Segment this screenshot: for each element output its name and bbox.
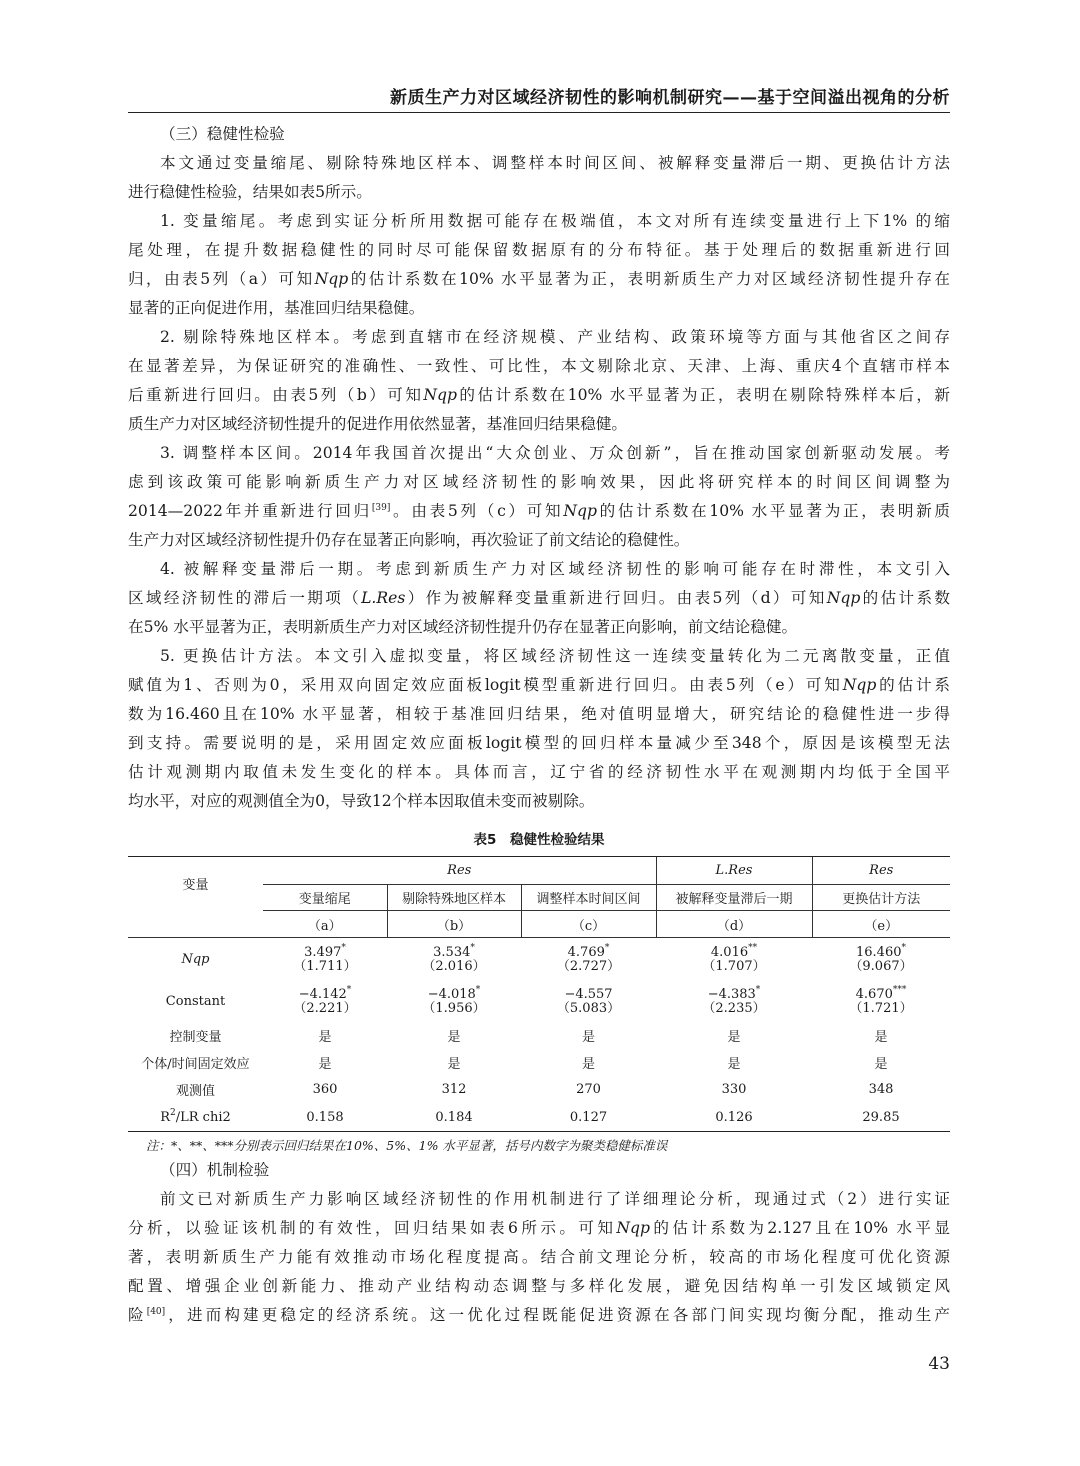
paragraph-line: 数为16.460且在10% 水平显著，相较于基准回归结果，绝对值明显增大，研究结论的稳健性进一步得 [128, 705, 950, 723]
table-cell: 3.497* （1.711） [293, 942, 357, 974]
method-label: 被解释变量滞后一期 [656, 885, 812, 911]
paragraph-line: 估计观测期内取值未发生变化的样本。具体而言，辽宁省的经济韧性水平在观测期内均低于全国平 [128, 763, 950, 781]
paragraph-line: 到支持。需要说明的是，采用固定效应面板logit模型的回归样本量减少至348个，原因是该模型无法 [128, 734, 950, 752]
row-label: 个体/时间固定效应 [141, 1056, 250, 1072]
table-cell: 330 [721, 1082, 747, 1097]
section-robustness [128, 119, 950, 816]
col-id: （e） [812, 911, 950, 938]
col-id: （b） [387, 911, 521, 938]
group-header-res-e: Res [812, 857, 950, 885]
paragraph-line: 1. 变量缩尾。考虑到实证分析所用数据可能存在极端值，本文对所有连续变量进行上下1% 的缩 [160, 212, 950, 230]
table-cell: 270 [576, 1082, 601, 1097]
table-cell: −4.557 （5.083） [556, 986, 621, 1016]
table-cell: 是 [581, 1029, 595, 1045]
table-cell: 是 [447, 1056, 461, 1072]
paragraph-line: 虑到该政策可能影响新质生产力对区域经济韧性的影响效果，因此将研究样本的时间区间调整为 [128, 473, 950, 491]
method-label: 更换估计方法 [812, 885, 950, 911]
paragraph-line: 2014—2022年并重新进行回归[39]。由表5列（c）可知Nqp的估计系数在10% 水平显著为正，表明新质 [128, 502, 950, 520]
paragraph-line: 生产力对区域经济韧性提升仍存在显著正向影响，再次验证了前文结论的稳健性。 [128, 531, 690, 549]
robustness-table [128, 856, 950, 1132]
col-id: （d） [656, 911, 812, 938]
table-caption: 表5 稳健性检验结果 [473, 832, 605, 848]
table-note: 注：*、**、***分别表示回归结果在10%、5%、1% 水平显著，括号内数字为聚类稳健标准误 [146, 1138, 668, 1153]
table-cell: 是 [318, 1056, 332, 1072]
paragraph-line: 著，表明新质生产力能有效推动市场化程度提高。结合前文理论分析，较高的市场化程度可优化资源 [128, 1248, 950, 1266]
paragraph-line: 配置、增强企业创新能力、推动产业结构动态调整与多样化发展，避免因结构单一引发区域锁定风 [128, 1277, 950, 1295]
table-cell: 是 [318, 1029, 332, 1045]
paragraph-line: 在显著差异，为保证研究的准确性、一致性、可比性，本文剔除北京、天津、上海、重庆4个直辖市样本 [128, 357, 950, 375]
table-cell: 0.184 [387, 1104, 521, 1132]
page-number: 43 [928, 1354, 950, 1374]
paragraph-line: 质生产力对区域经济韧性提升的促进作用依然显著，基准回归结果稳健。 [128, 415, 628, 433]
paragraph-line: 分析，以验证该机制的有效性，回归结果如表6所示。可知Nqp的估计系数为2.127且在10% 水平显 [128, 1219, 950, 1237]
section-heading-robustness: （三）稳健性检验 [160, 125, 285, 143]
table-cell: 4.670*** （1.721） [849, 984, 913, 1016]
method-label: 变量缩尾 [263, 885, 387, 911]
paragraph-line: 2. 剔除特殊地区样本。考虑到直辖市在经济规模、产业结构、政策环境等方面与其他省区之间存 [160, 328, 950, 346]
section-heading-mechanism: （四）机制检验 [160, 1161, 270, 1179]
table-cell: −4.018* （1.956） [422, 984, 486, 1016]
table-row [128, 1049, 950, 1076]
citation-39: [39] [371, 503, 391, 513]
paragraph-line: 显著的正向促进作用，基准回归结果稳健。 [128, 299, 425, 317]
header-rule [128, 112, 950, 113]
var-header: 变量 [128, 857, 263, 911]
table-cell: 0.126 [656, 1104, 812, 1132]
paragraph-line: 后重新进行回归。由表5列（b）可知Nqp的估计系数在10% 水平显著为正，表明在剔除特殊样本后，新 [128, 386, 950, 404]
table-cell: −4.383* （2.235） [702, 984, 766, 1016]
table-cell: 312 [441, 1082, 467, 1097]
group-header-lres: L.Res [656, 857, 812, 885]
col-id: （a） [263, 911, 387, 938]
col-id: （c） [521, 911, 656, 938]
table-cell: 348 [868, 1082, 894, 1097]
table-cell: −4.142* （2.221） [293, 984, 357, 1016]
table-cell: 是 [581, 1056, 595, 1072]
section-mechanism [128, 1155, 950, 1330]
table-cell: 0.158 [263, 1104, 387, 1132]
table-cell: 3.534* （2.016） [422, 942, 486, 974]
table-cell: 是 [447, 1029, 461, 1045]
table-row [128, 1022, 950, 1049]
table-row [128, 938, 950, 982]
row-label: $R^2/LR$ chi2 [128, 1104, 263, 1132]
running-header: 新质生产力对区域经济韧性的影响机制研究——基于空间溢出视角的分析 [390, 88, 950, 108]
table-header-row [128, 857, 950, 885]
table-row [128, 1076, 950, 1104]
table-row [128, 1104, 950, 1132]
group-header-res: Res [263, 857, 656, 885]
paragraph-line: 进行稳健性检验，结果如表5所示。 [128, 183, 372, 201]
table-header-row [128, 911, 950, 938]
paragraph-line: 3. 调整样本区间。2014年我国首次提出“大众创业、万众创新”，旨在推动国家创新驱动发展。考 [160, 444, 950, 462]
paragraph-line: 本文通过变量缩尾、剔除特殊地区样本、调整样本时间区间、被解释变量滞后一期、更换估计方法 [160, 154, 950, 172]
table-cell: 4.769* （2.727） [556, 942, 621, 974]
table-cell: 4.016** （1.707） [702, 942, 766, 974]
paragraph-line: 归，由表5列（a）可知Nqp的估计系数在10% 水平显著为正，表明新质生产力对区域经济韧性提升存在 [128, 270, 950, 288]
table-cell: 是 [727, 1056, 741, 1072]
table-cell: 29.85 [812, 1104, 950, 1132]
row-label: Constant [165, 994, 226, 1009]
paragraph-line: 险[40]，进而构建更稳定的经济系统。这一优化过程既能促进资源在各部门间实现均衡分配，推动生产 [128, 1306, 950, 1324]
row-label: 观测值 [175, 1084, 215, 1099]
table-cell: 是 [874, 1029, 888, 1045]
paragraph-line: 均水平，对应的观测值全为0，导致12个样本因取值未变而被剔除。 [128, 792, 595, 810]
method-label: 剔除特殊地区样本 [387, 885, 521, 911]
paragraph-line: 赋值为1、否则为0，采用双向固定效应面板logit模型重新进行回归。由表5列（e）可知Nqp的估计系 [128, 676, 950, 694]
paragraph-line: 在5% 水平显著为正，表明新质生产力对区域经济韧性提升仍存在显著正向影响，前文结论稳健。 [128, 618, 798, 636]
paragraph-line: 区域经济韧性的滞后一期项（L.Res）作为被解释变量重新进行回归。由表5列（d）可知Nqp的估计系数 [128, 589, 950, 607]
citation-40: [40] [146, 1307, 166, 1317]
row-label: 控制变量 [169, 1029, 222, 1045]
table-cell: 360 [312, 1082, 338, 1097]
paragraph-line: 尾处理，在提升数据稳健性的同时尽可能保留数据原有的分布特征。基于处理后的数据重新进行回 [128, 241, 950, 259]
paragraph-line: 4. 被解释变量滞后一期。考虑到新质生产力对区域经济韧性的影响可能存在时滞性，本文引入 [160, 560, 950, 578]
table-row [128, 982, 950, 1022]
paragraph-line: 5. 更换估计方法。本文引入虚拟变量，将区域经济韧性这一连续变量转化为二元离散变量，正值 [160, 647, 950, 665]
row-label: Nqp [181, 952, 210, 968]
table-cell: 0.127 [521, 1104, 656, 1132]
table-cell: 是 [874, 1056, 888, 1072]
table-cell: 16.460* （9.067） [849, 942, 913, 974]
paragraph-line: 前文已对新质生产力影响区域经济韧性的作用机制进行了详细理论分析，现通过式（2）进行实证 [160, 1190, 950, 1208]
method-label: 调整样本时间区间 [521, 885, 656, 911]
table-cell: 是 [727, 1029, 741, 1045]
